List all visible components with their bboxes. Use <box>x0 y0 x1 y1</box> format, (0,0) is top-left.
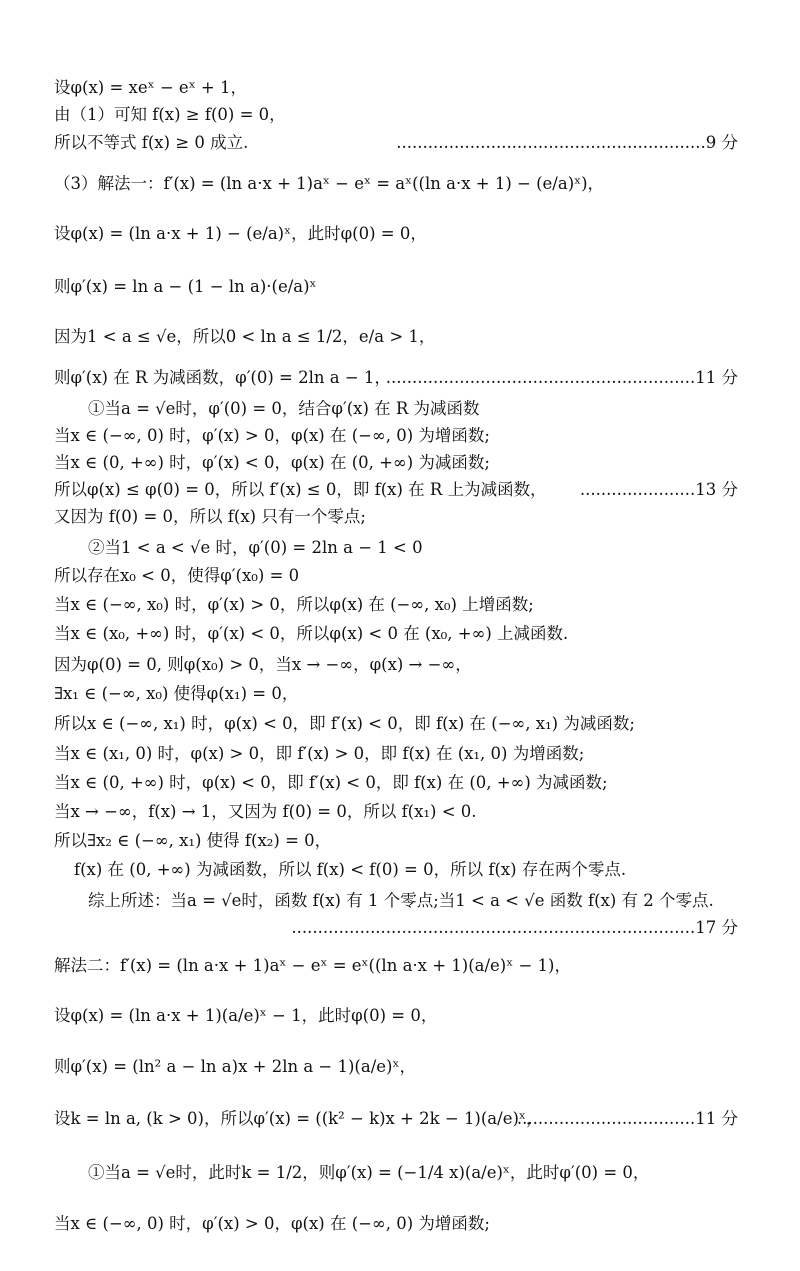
line-12: 所以φ(x) ≤ φ(0) = 0，所以 f′(x) ≤ 0，即 f(x) 在 R 上为减函数， ......................13 分 <box>54 480 738 499</box>
score-11: ...........................................................11 分 <box>385 368 738 387</box>
line-26: 综上所述：当a = √e时，函数 f(x) 有 1 个零点;当1 < a < √e 函数 f(x) 有 2 个零点. <box>88 891 714 910</box>
line-9: ①当a = √e时，φ′(0) = 0，结合φ′(x) 在 R 为减函数 <box>88 399 480 418</box>
score-11b: ..................................11 分 <box>516 1109 738 1128</box>
line-3: 所以不等式 f(x) ≥ 0 成立. ...........................................................9 分 <box>54 133 738 152</box>
score-9: ...........................................................9 分 <box>396 133 738 152</box>
line-5: 设φ(x) = (ln a·x + 1) − (e/a)ˣ，此时φ(0) = 0， <box>54 224 427 243</box>
score-17: .............................................................................17 分 <box>291 918 738 937</box>
line-7: 因为1 < a ≤ √e，所以0 < ln a ≤ 1/2，e/a > 1， <box>54 327 436 346</box>
line-24: 所以∃x₂ ∈ (−∞, x₁) 使得 f(x₂) = 0， <box>54 831 332 850</box>
line-29: 设φ(x) = (ln a·x + 1)(a/e)ˣ − 1，此时φ(0) = 0， <box>54 1006 438 1025</box>
line-17: 当x ∈ (x₀, +∞) 时，φ′(x) < 0，所以φ(x) < 0 在 (x₀, +∞) 上减函数. <box>54 624 569 643</box>
line-10: 当x ∈ (−∞, 0) 时，φ′(x) > 0，φ(x) 在 (−∞, 0) 为增函数; <box>54 426 490 445</box>
line-8: 则φ′(x) 在 R 为减函数，φ′(0) = 2ln a − 1， ...........................................................11 分 <box>54 368 738 387</box>
line-33: 当x ∈ (−∞, 0) 时，φ′(x) > 0，φ(x) 在 (−∞, 0) 为增函数; <box>54 1214 490 1233</box>
score-13: ......................13 分 <box>579 480 738 499</box>
line-15: 所以存在x₀ < 0，使得φ′(x₀) = 0 <box>54 566 300 585</box>
line-30: 则φ′(x) = (ln² a − ln a)x + 2ln a − 1)(a/e)ˣ， <box>54 1057 416 1076</box>
line-21: 当x ∈ (x₁, 0) 时，φ(x) > 0，即 f′(x) > 0，即 f(x) 在 (x₁, 0) 为增函数; <box>54 744 585 763</box>
line-4: （3）解法一：f′(x) = (ln a·x + 1)aˣ − eˣ = aˣ((ln a·x + 1) − (e/a)ˣ)， <box>54 174 605 193</box>
line-1: 设φ(x) = xeˣ − eˣ + 1， <box>54 78 247 97</box>
line-20: 所以x ∈ (−∞, x₁) 时，φ(x) < 0，即 f′(x) < 0，即 f(x) 在 (−∞, x₁) 为减函数; <box>54 714 635 733</box>
line-2: 由（1）可知 f(x) ≥ f(0) = 0， <box>54 105 286 124</box>
line-11: 当x ∈ (0, +∞) 时，φ′(x) < 0，φ(x) 在 (0, +∞) 为减函数; <box>54 453 490 472</box>
line-31: 设k = ln a, (k > 0)，所以φ′(x) = ((k² − k)x + 2k − 1)(a/e)ˣ， ..................................11 分 <box>54 1109 738 1128</box>
line-32: ①当a = √e时，此时k = 1/2，则φ′(x) = (−1/4 x)(a/e)ˣ，此时φ′(0) = 0， <box>88 1163 650 1182</box>
line-19: ∃x₁ ∈ (−∞, x₀) 使得φ(x₁) = 0， <box>54 684 299 703</box>
line-28: 解法二：f′(x) = (ln a·x + 1)aˣ − eˣ = eˣ((ln a·x + 1)(a/e)ˣ − 1)， <box>54 956 571 975</box>
line-25: f(x) 在 (0, +∞) 为减函数，所以 f(x) < f(0) = 0，所以 f(x) 存在两个零点. <box>74 860 627 879</box>
line-16: 当x ∈ (−∞, x₀) 时，φ′(x) > 0，所以φ(x) 在 (−∞, x₀) 上增函数; <box>54 595 534 614</box>
line-23: 当x → −∞，f(x) → 1，又因为 f(0) = 0，所以 f(x₁) < 0. <box>54 802 477 821</box>
line-22: 当x ∈ (0, +∞) 时，φ(x) < 0，即 f′(x) < 0，即 f(x) 在 (0, +∞) 为减函数; <box>54 773 608 792</box>
line-14: ②当1 < a < √e 时，φ′(0) = 2ln a − 1 < 0 <box>88 538 423 557</box>
line-13: 又因为 f(0) = 0，所以 f(x) 只有一个零点; <box>54 507 366 526</box>
line-18: 因为φ(0) = 0, 则φ(x₀) > 0，当x → −∞，φ(x) → −∞， <box>54 655 472 674</box>
line-6: 则φ′(x) = ln a − (1 − ln a)·(e/a)ˣ <box>54 277 317 296</box>
